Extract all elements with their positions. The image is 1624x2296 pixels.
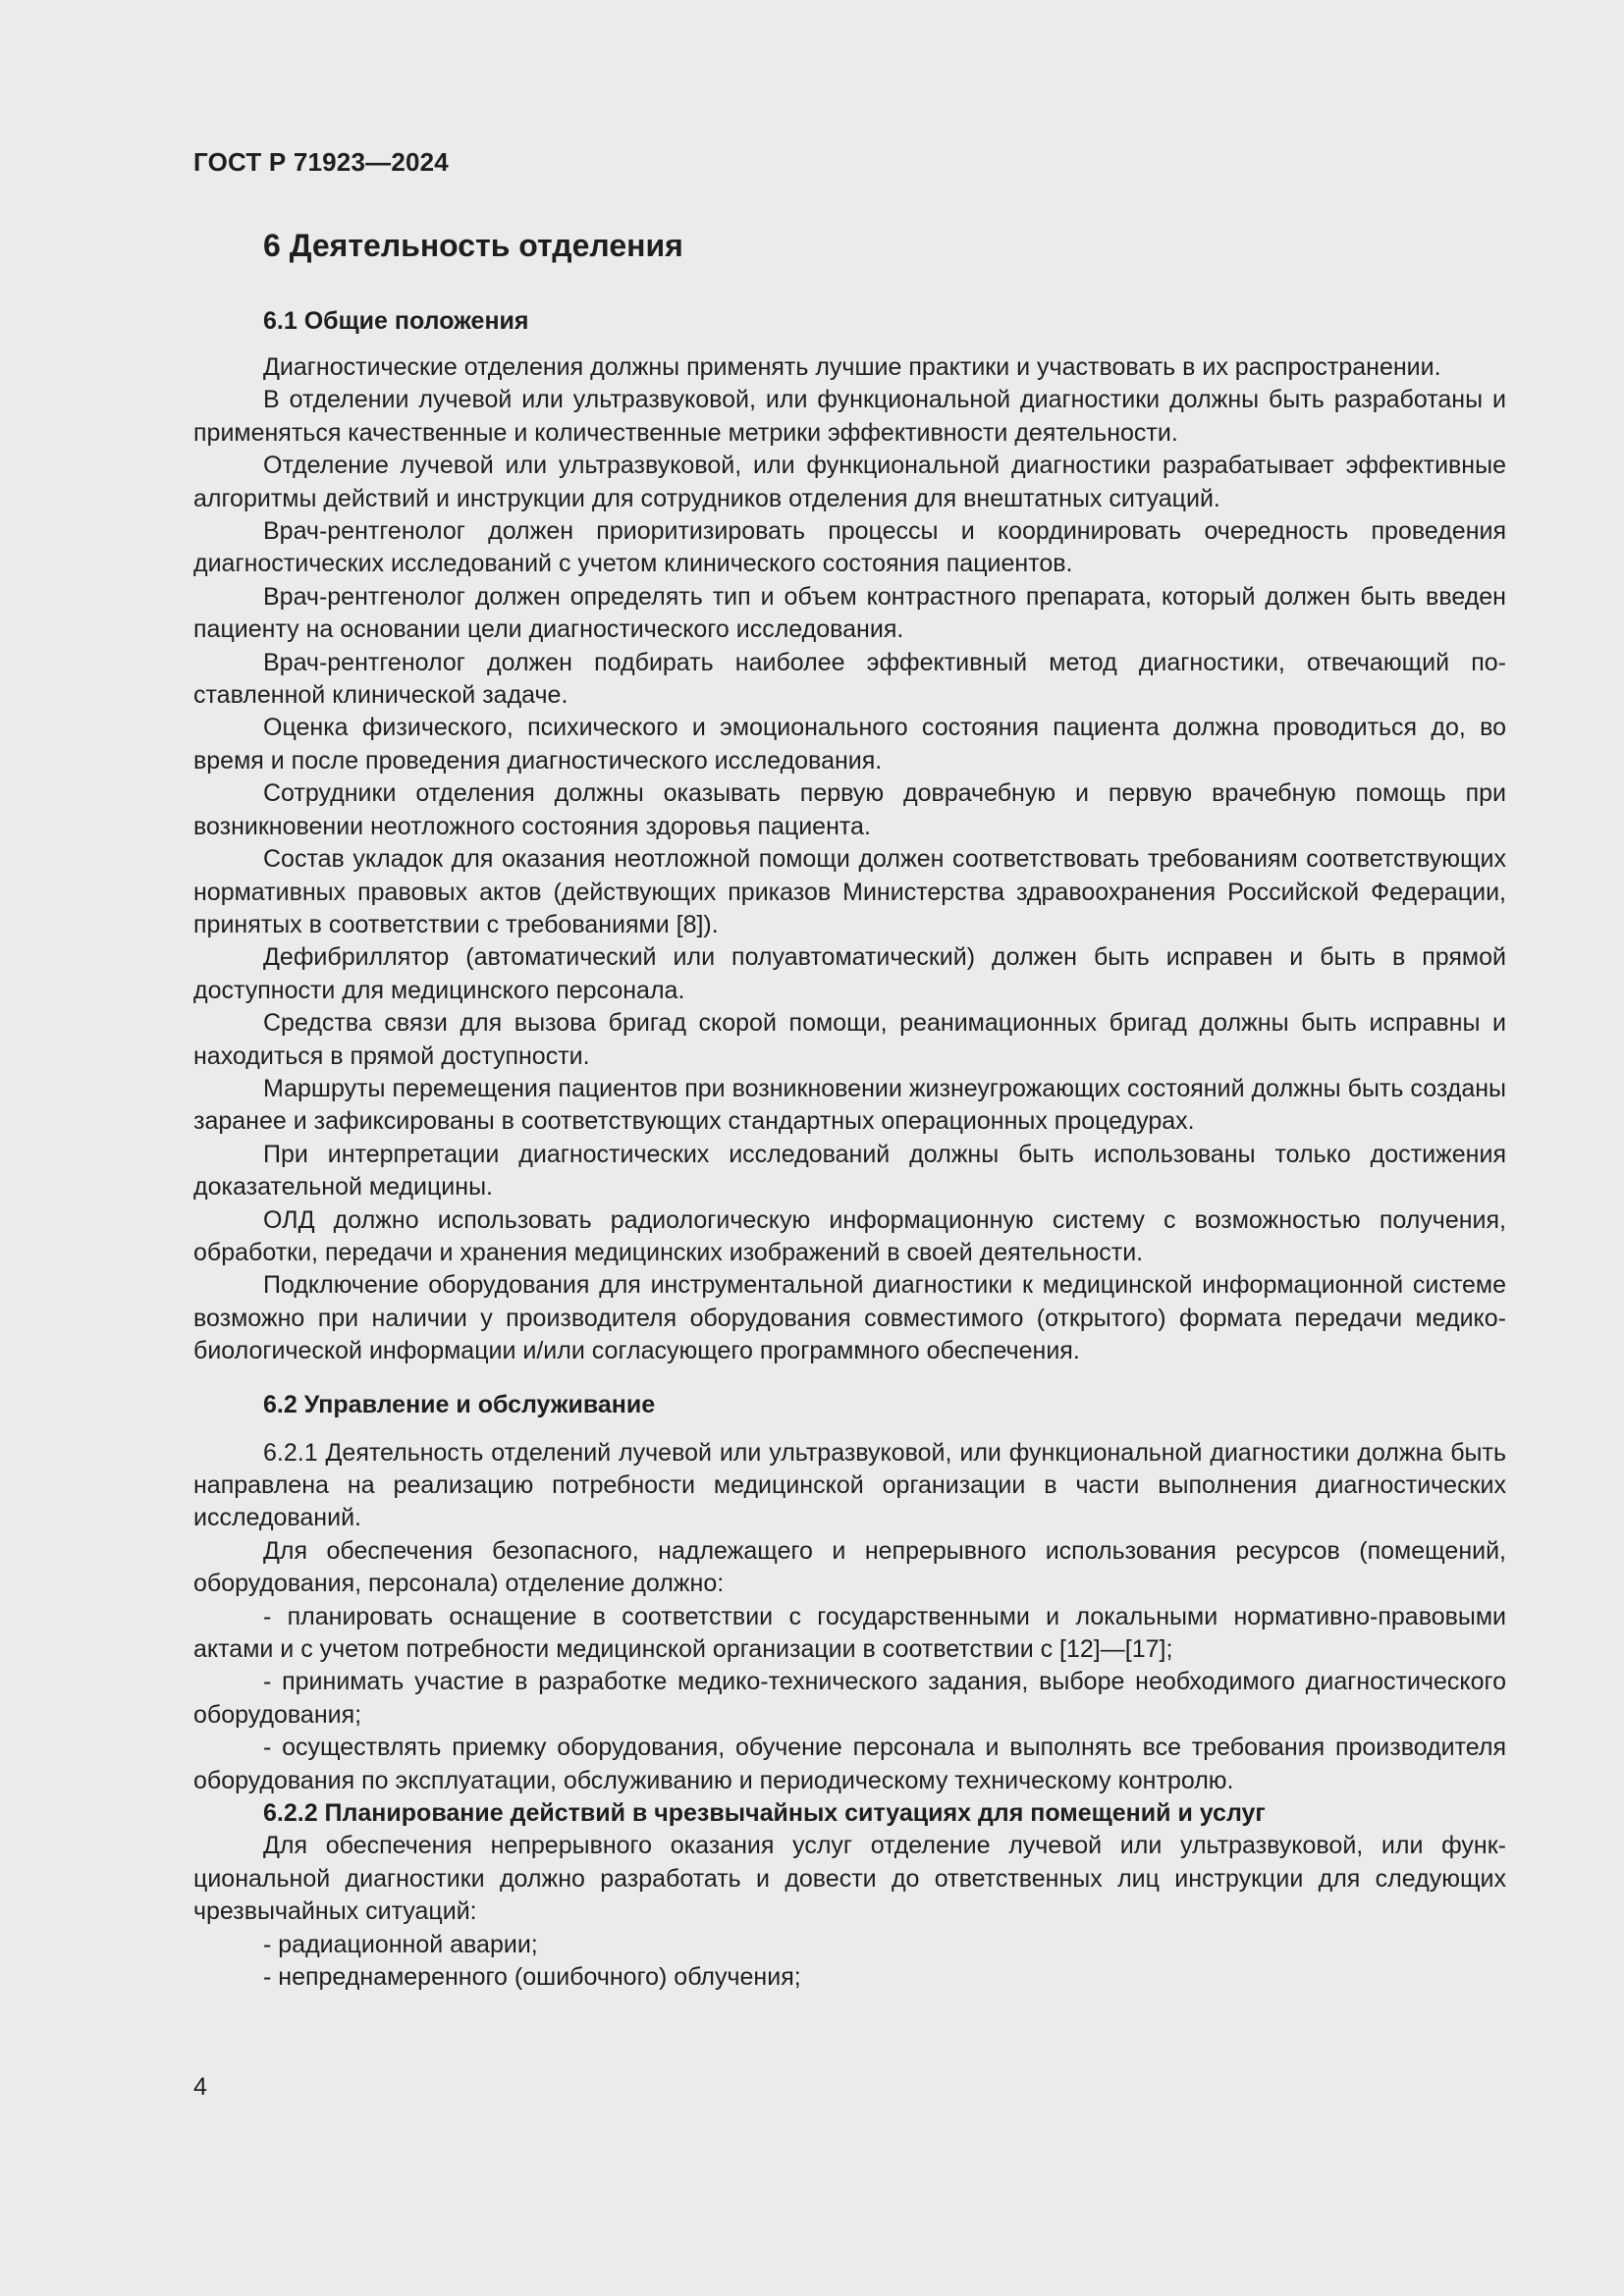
clause-title-6-2-2: 6.2.2 Планирование действий в чрезвычайных ситуациях для помещений и услуг: [263, 1799, 1266, 1828]
paragraph: Состав укладок для оказания неотложной помощи должен соответствовать требованиям соответствующих нормативных правовых актов (действующих приказов Министерства здравоохранения Российской Федерации, принятых в соответствии с требованиями [8]).: [193, 845, 1506, 938]
list-item: - осуществлять приемку оборудования, обучение персонала и выполнять все требования производителя оборудования по эксплуатации, обслуживанию и периодическому техническому контролю.: [193, 1734, 1506, 1794]
list-item: - непреднамеренного (ошибочного) облучения;: [263, 1963, 801, 1992]
paragraph: Сотрудники отделения должны оказывать первую доврачебную и первую врачебную помощь при возникновении неотложного состояния здоровья пациента.: [193, 779, 1506, 840]
paragraph: В отделении лучевой или ультразвуковой, или функциональной диагностики должны быть разработаны и применяться качественные и количественные метрики эффективности деятельности.: [193, 386, 1506, 447]
subsection-title-6-2: 6.2 Управление и обслуживание: [263, 1390, 656, 1418]
paragraph: Маршруты перемещения пациентов при возникновении жизнеугрожающих состояний должны быть созданы заранее и зафиксированы в соответствующих стандартных операционных процедурах.: [193, 1074, 1506, 1136]
paragraph: Средства связи для вызова бригад скорой помощи, реанимационных бригад должны быть исправны и находиться в прямой доступности.: [193, 1009, 1506, 1070]
page-content: [193, 224, 1506, 1995]
paragraph: Врач-рентгенолог должен подбирать наиболее эффективный метод диагностики, отвечающий поставленной клинической задаче.: [193, 648, 1506, 710]
paragraph: При интерпретации диагностических исследований должны быть использованы только достижения доказательной медицины.: [193, 1140, 1506, 1201]
list-item: - принимать участие в разработке медико-технического задания, выборе необходимого диагностического оборудования;: [193, 1668, 1506, 1729]
paragraph-6-2-1: 6.2.1 Деятельность отделений лучевой или ультразвуковой, или функциональной диагностики должна быть направлена на реализацию потребности медицинской организации в части выполнения диагностических исследований.: [193, 1438, 1506, 1532]
paragraph: Для обеспечения непрерывного оказания услуг отделение лучевой или ультразвуковой, или функциональной диагностики должно разработать и довести до ответственных лиц инструкции для следующих чрезвычайных ситуаций:: [193, 1832, 1506, 1926]
paragraph: Дефибриллятор (автоматический или полуавтоматический) должен быть исправен и быть в прямой доступности для медицинского персонала.: [193, 943, 1506, 1004]
section-title: 6 Деятельность отделения: [263, 228, 683, 263]
paragraph: Подключение оборудования для инструментальной диагностики к медицинской информационной системе возможно при наличии у производителя оборудования совместимого (открытого) формата передачи медико-биологической информации и/или согласующего программного обеспечения.: [193, 1271, 1506, 1365]
page-number: 4: [193, 2073, 207, 2101]
paragraph: Врач-рентгенолог должен приоритизировать процессы и координировать очередность проведения диагностических исследований с учетом клинического состояния пациентов.: [193, 517, 1506, 578]
paragraph: Врач-рентгенолог должен определять тип и объем контрастного препарата, который должен быть введен пациенту на основании цели диагностического исследования.: [193, 582, 1506, 644]
document-page: [193, 0, 1506, 2296]
paragraph: Для обеспечения безопасного, надлежащего и непрерывного использования ресурсов (помещений, оборудования, персонала) отделение должно:: [193, 1536, 1506, 1598]
document-code-header: ГОСТ Р 71923—2024: [193, 147, 449, 177]
paragraph: Оценка физического, психического и эмоционального состояния пациента должна проводиться до, во время и после проведения диагностического исследования.: [193, 714, 1506, 774]
paragraph: Диагностические отделения должны применять лучшие практики и участвовать в их распространении.: [263, 353, 1441, 381]
subsection-6-1-body: [193, 351, 1506, 1368]
list-item: - планировать оснащение в соответствии с государственными и локальными нормативно-правовыми актами и с учетом потребности медицинской организации в соответствии с [12]—[17];: [193, 1602, 1506, 1664]
list-item: - радиационной аварии;: [263, 1930, 538, 1958]
subsection-title-6-1: 6.1 Общие положения: [263, 307, 529, 335]
subsection-6-2-body: [193, 1437, 1506, 1995]
paragraph: ОЛД должно использовать радиологическую информационную систему с возможностью получения, обработки, передачи и хранения медицинских изображений в своей деятельности.: [193, 1205, 1506, 1266]
paragraph: Отделение лучевой или ультразвуковой, или функциональной диагностики разрабатывает эффективные алгоритмы действий и инструкции для сотрудников отделения для внештатных ситуаций.: [193, 452, 1506, 512]
